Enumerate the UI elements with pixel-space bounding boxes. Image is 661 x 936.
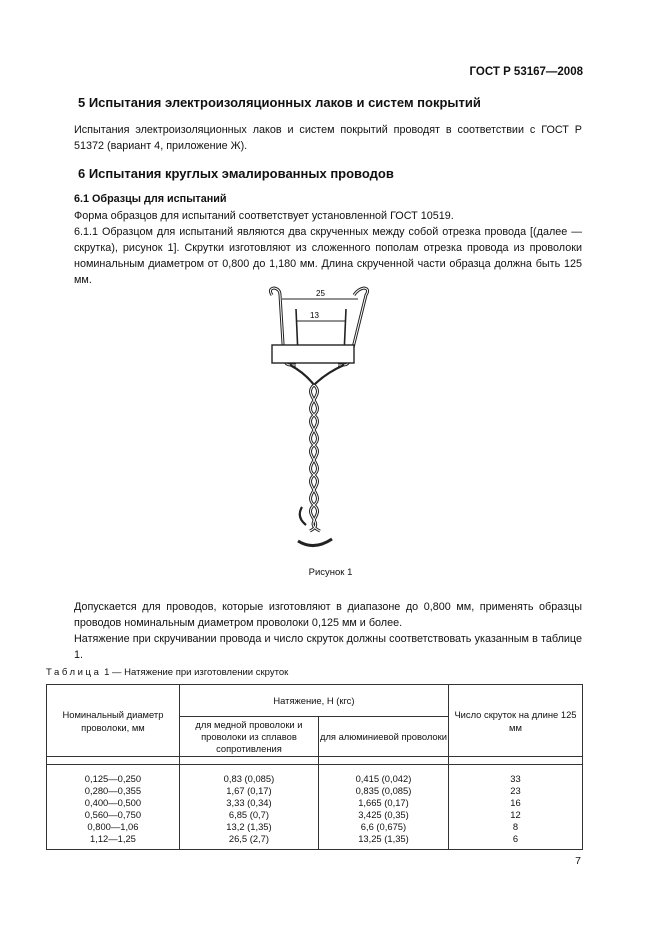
page-number: 7	[575, 855, 581, 867]
spacer-cell	[47, 757, 180, 765]
table-caption-word: Таблица	[46, 667, 102, 678]
end-loop-bottom	[298, 539, 332, 546]
document-code: ГОСТ Р 53167—2008	[469, 66, 583, 78]
table-cell: 3,425 (0,35)	[358, 809, 409, 820]
paragraph-tension: Натяжение при скручивании провода и число скруток должны соответствовать указанным в таблице 1.	[74, 633, 582, 661]
table-cell: 0,835 (0,085)	[355, 785, 412, 796]
tension-table	[46, 684, 583, 850]
table-cell: 0,280—0,355	[84, 785, 142, 796]
table-cell: 0,125—0,250	[84, 773, 142, 784]
clamp-plate	[272, 345, 354, 363]
table-cell: 0,83 (0,085)	[223, 773, 275, 784]
table-cell: 0,800—1,06	[87, 821, 139, 832]
table-cell: 13,2 (1,35)	[226, 821, 272, 832]
table-caption-text: 1 — Натяжение при изготовлении скруток	[104, 667, 289, 678]
paragraph-form: Форма образцов для испытаний соответствует установленной ГОСТ 10519.	[74, 210, 454, 222]
table-cell: 1,67 (0,17)	[226, 785, 272, 796]
table-cell: 0,400—0,500	[84, 797, 142, 808]
figure-twisted-sample	[250, 285, 420, 555]
figure-caption: Рисунок 1	[308, 567, 353, 578]
section-5-text	[74, 122, 582, 154]
paragraph-6-1-1: 6.1.1 Образцом для испытаний являются два скрученных между собой отрезка провода [(далее — скрутка), рисунок 1]. Скрутки изготовляют из сложенного пополам отрезка провода из проволоки номинальным диаметром от 0,800 до 1,180 мм. Длина скрученной части образца должна быть 125 мм.	[74, 226, 582, 286]
dimension-outer: 25	[316, 289, 325, 298]
table-cell: 0,415 (0,042)	[355, 773, 412, 784]
table-cell: 1,12—1,25	[90, 833, 136, 844]
table-cell: 8	[512, 821, 519, 832]
spacer-cell	[319, 757, 449, 765]
table-cell: 6	[512, 833, 519, 844]
table-cell: 12	[510, 809, 521, 820]
column-twists	[448, 765, 582, 850]
column-diameter	[47, 765, 180, 850]
subsection-6-1-title: 6.1 Образцы для испытаний	[74, 193, 227, 205]
table-cell: 0,560—0,750	[84, 809, 142, 820]
section-5-paragraph: Испытания электроизоляционных лаков и систем покрытий проводят в соответствии с ГОСТ Р 51372 (вариант 4, приложение Ж).	[74, 124, 582, 152]
spacer-cell	[448, 757, 582, 765]
column-aluminium	[319, 765, 449, 850]
table-cell: 13,25 (1,35)	[358, 833, 409, 844]
table-cell: 16	[510, 797, 521, 808]
table-cell: 33	[510, 773, 521, 784]
section-5-title: 5 Испытания электроизоляционных лаков и систем покрытий	[78, 95, 481, 110]
header-copper: для медной проволоки и проволоки из сплавов сопротивления	[179, 717, 318, 757]
table-cell: 6,6 (0,675)	[360, 821, 407, 832]
section-6-title: 6 Испытания круглых эмалированных проводов	[78, 166, 394, 181]
table-cell: 1,665 (0,17)	[358, 797, 409, 808]
header-diameter: Номинальный диаметр проволоки, мм	[47, 685, 180, 757]
header-tension-group: Натяжение, Н (кгс)	[179, 685, 448, 717]
paragraph-allowance: Допускается для проводов, которые изготовляют в диапазоне до 0,800 мм, применять образцы проводов номинальным диаметром проволоки 0,125 мм и более.	[74, 601, 582, 629]
dimension-inner: 13	[310, 311, 319, 320]
table-cell: 26,5 (2,7)	[228, 833, 270, 844]
spacer-cell	[179, 757, 318, 765]
header-twist-count: Число скруток на длине 125 мм	[448, 685, 582, 757]
table-cell: 23	[510, 785, 521, 796]
header-aluminium: для алюминиевой проволоки	[319, 717, 449, 757]
table-caption	[46, 667, 288, 678]
end-loop-left	[300, 507, 306, 525]
column-copper	[179, 765, 318, 850]
table-cell: 6,85 (0,7)	[228, 809, 270, 820]
right-converging-wire	[314, 365, 344, 385]
table-cell: 3,33 (0,34)	[226, 797, 272, 808]
left-converging-wire	[290, 365, 314, 385]
